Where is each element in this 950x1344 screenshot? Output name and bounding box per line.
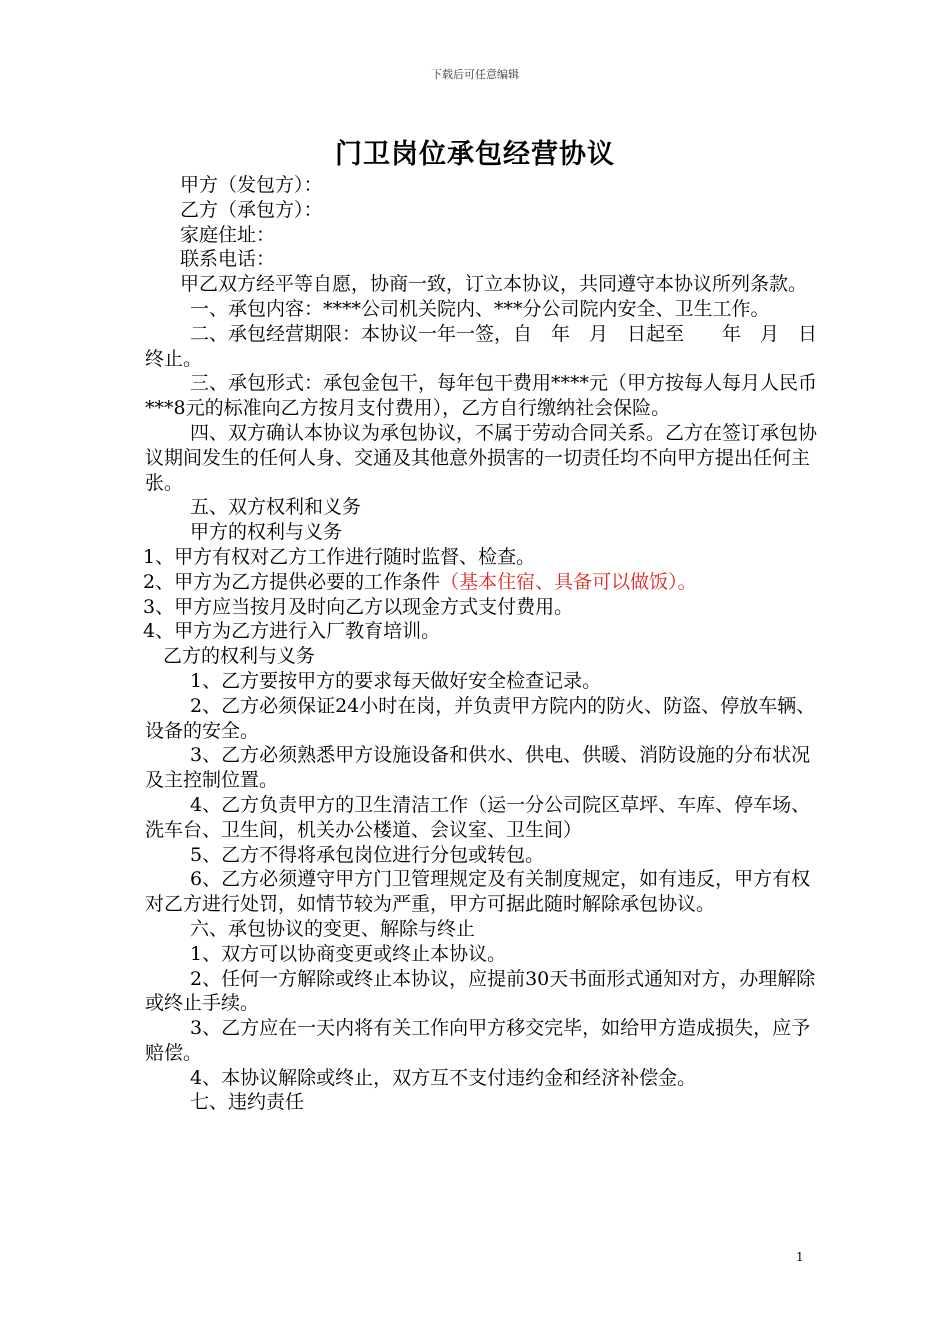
party-b-item-2-text: 2、乙方必须保证24小时在岗，并负责甲方院内的防火、防盗、停放车辆、设备的安全。	[145, 694, 816, 742]
party-b-item-5-text: 5、乙方不得将承包岗位进行分包或转包。	[190, 843, 545, 866]
party-b-item-1	[145, 669, 825, 694]
party-b-item-4-text: 4、乙方负责甲方的卫生清洁工作（运一分公司院区草坪、车库、停车场、洗车台、卫生间，机关办公楼道、会议室、卫生间）	[145, 793, 811, 841]
address-line: 家庭住址：	[180, 223, 276, 246]
clause-6-item-3	[145, 1016, 825, 1066]
clause-6-item-2	[145, 967, 825, 1017]
party-a-line: 甲方（发包方）：	[180, 174, 323, 196]
party-a-item-2	[143, 570, 825, 595]
clause-7-heading: 七、违约责任	[190, 1091, 305, 1114]
party-b-item-1-text: 1、乙方要按甲方的要求每天做好安全检查记录。	[190, 669, 602, 692]
clause-2	[145, 322, 825, 372]
party-b-line: 乙方（承包方）：	[180, 198, 323, 221]
party-a-item-2-highlight: （基本住宿、具备可以做饭）。	[440, 570, 697, 593]
clause-1	[145, 297, 825, 322]
clause-4	[145, 421, 825, 495]
clause-6-item-4	[145, 1066, 825, 1091]
document-title: 门卫岗位承包经营协议	[335, 139, 615, 170]
clause-4-text: 四、双方确认本协议为承包协议，不属于劳动合同关系。乙方在签订承包协议期间发生的任何人身、交通及其他意外损害的一切责任均不向甲方提出任何主张。	[145, 421, 818, 494]
page-header: 下载后可任意编辑	[431, 68, 519, 81]
party-a-item-2-text: 2、甲方为乙方提供必要的工作条件	[143, 570, 441, 593]
clause-6-item-1-text: 1、双方可以协商变更或终止本协议。	[190, 942, 507, 965]
clause-6-item-4-text: 4、本协议解除或终止，双方互不支付违约金和经济补偿金。	[190, 1066, 697, 1089]
party-b-item-2	[145, 694, 825, 744]
document-body	[145, 173, 825, 1115]
clause-3	[145, 371, 825, 421]
intro-text: 甲乙双方经平等自愿，协商一致，订立本协议，共同遵守本协议所列条款。	[180, 273, 808, 296]
phone-line: 联系电话：	[180, 248, 276, 271]
clause-5-heading: 五、双方权利和义务	[190, 496, 362, 519]
party-b-item-6-text: 6、乙方必须遵守甲方门卫管理规定及有关制度规定，如有违反，甲方有权对乙方进行处罚，如情节较为严重，甲方可据此随时解除承包协议。	[145, 868, 811, 916]
party-a-item-3: 3、甲方应当按月及时向乙方以现金方式支付费用。	[143, 595, 574, 618]
party-a-item-1: 1、甲方有权对乙方工作进行随时监督、检查。	[143, 545, 536, 568]
clause-1-text: 一、承包内容：****公司机关院内、***分公司院内安全、卫生工作。	[190, 297, 770, 320]
clause-6-heading: 六、承包协议的变更、解除与终止	[190, 917, 476, 940]
party-b-item-3-text: 3、乙方必须熟悉甲方设施设备和供水、供电、供暖、消防设施的分布状况及主控制位置。	[145, 744, 811, 792]
clause-6-item-1	[145, 942, 825, 967]
clause-2-text: 二、承包经营期限：本协议一年一签，自 年 月 日起至 年 月 日终止。	[145, 322, 818, 370]
clause-3-text: 三、承包形式：承包金包干，每年包干费用****元（甲方按每人每月人民币***8元的标准向乙方按月支付费用），乙方自行缴纳社会保险。	[145, 372, 818, 420]
party-b-item-4	[145, 793, 825, 843]
party-b-rights-heading: 乙方的权利与义务	[163, 645, 316, 668]
party-b-item-6	[145, 867, 825, 917]
party-a-rights-heading: 甲方的权利与义务	[190, 521, 343, 544]
clause-6-item-3-text: 3、乙方应在一天内将有关工作向甲方移交完毕，如给甲方造成损失，应予赔偿。	[145, 1017, 811, 1064]
page-number: 1	[796, 1250, 804, 1264]
party-b-item-3	[145, 743, 825, 793]
intro-paragraph	[145, 272, 825, 297]
party-b-item-5	[145, 843, 825, 868]
party-a-item-4: 4、甲方为乙方进行入厂教育培训。	[143, 620, 441, 643]
clause-6-item-2-text: 2、任何一方解除或终止本协议，应提前30天书面形式通知对方，办理解除或终止手续。	[145, 967, 816, 1015]
